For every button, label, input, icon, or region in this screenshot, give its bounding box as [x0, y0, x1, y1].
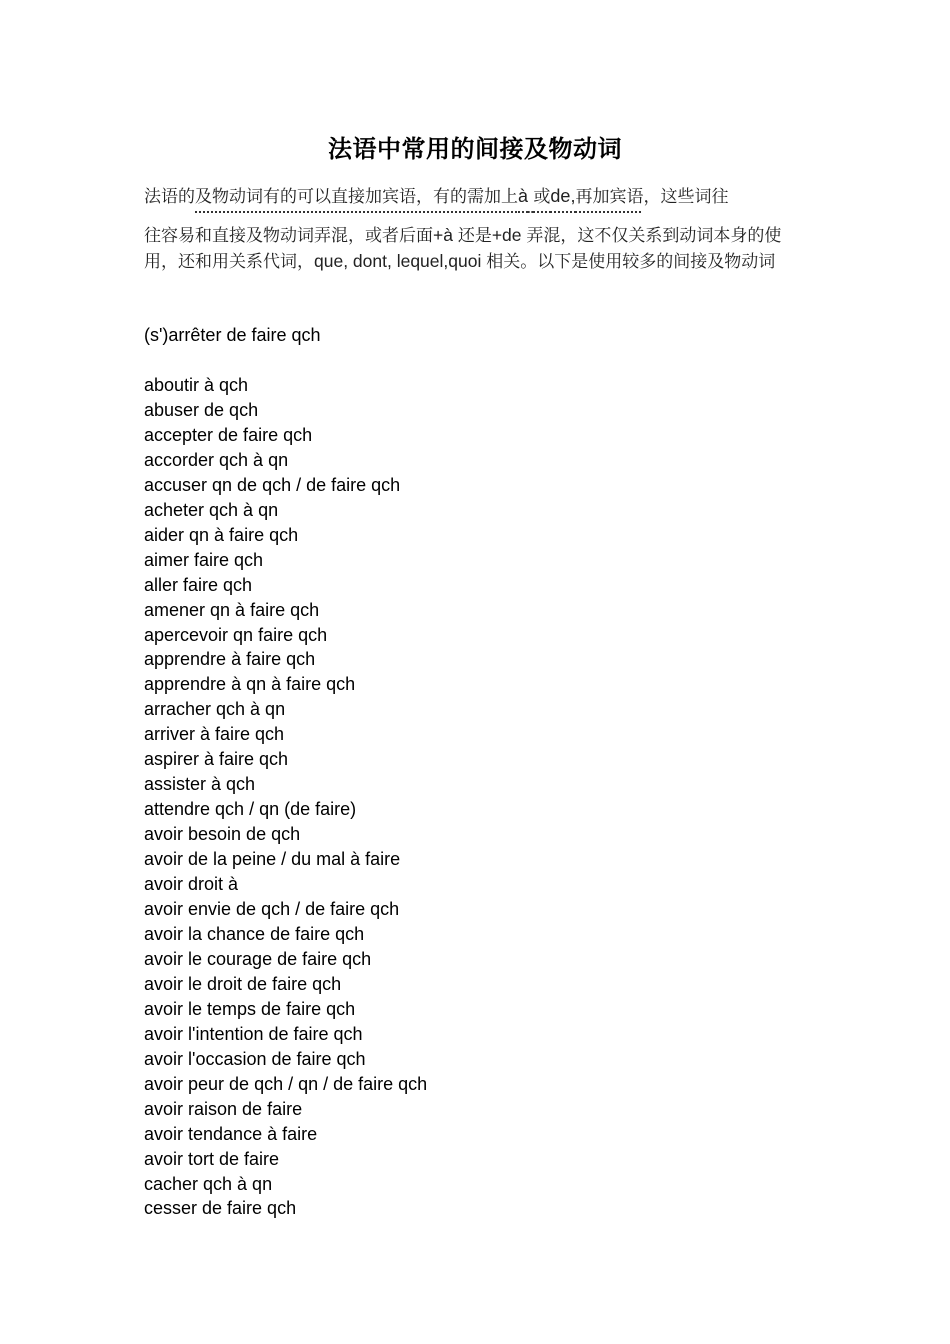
verb-entry: aboutir à qch — [144, 375, 249, 395]
intro-text: 或 — [533, 187, 551, 207]
verb-entry: avoir le droit de faire qch — [144, 973, 342, 994]
verb-entry: avoir envie de qch / de faire qch — [144, 899, 400, 920]
verb-entry: arriver à faire qch — [144, 724, 285, 745]
verb-entry: avoir tort de faire — [144, 1148, 280, 1169]
intro-text: 弄混，这不仅关系到动词本身的使用，还和用关系代词， — [144, 226, 782, 272]
intro-text: 再加宾语 — [575, 187, 644, 207]
intro-text: 法语的 — [144, 187, 195, 207]
verb-entry: cacher qch à qn — [144, 1173, 273, 1194]
verb-entry: abuser de qch — [144, 399, 259, 420]
verb-entry: avoir l'intention de faire qch — [144, 1023, 363, 1044]
verb-entry: avoir l'occasion de faire qch — [144, 1048, 366, 1069]
verb-entry: avoir le courage de faire qch — [144, 948, 372, 969]
intro-text: 及物动词有的可以直接加宾语，有的需加上 — [195, 187, 518, 207]
verb-entry: accuser qn de qch / de faire qch — [144, 474, 401, 495]
verb-entry: aimer faire qch — [144, 549, 264, 570]
verb-entry: accepter de faire qch — [144, 424, 313, 445]
document-title: 法语中常用的间接及物动词 — [328, 134, 622, 163]
intro-text: +de — [491, 225, 522, 245]
verb-entry: avoir la chance de faire qch — [144, 923, 365, 944]
intro-text: 往容易和直接及物动词弄混，或者后面 — [144, 226, 433, 246]
intro-text: ，这些词往 — [643, 187, 729, 207]
verb-entry: attendre qch / qn (de faire) — [144, 799, 357, 820]
verb-entry: avoir tendance à faire — [144, 1123, 318, 1144]
verb-entry: cesser de faire qch — [144, 1198, 297, 1219]
verb-entry: avoir raison de faire — [144, 1098, 303, 1119]
verb-entry: acheter qch à qn — [144, 499, 279, 520]
verb-entry: aller faire qch — [144, 574, 253, 595]
verb-entry: aspirer à faire qch — [144, 749, 289, 770]
verb-entry: avoir de la peine / du mal à faire — [144, 849, 401, 870]
verb-entry: accorder qch à qn — [144, 449, 289, 470]
intro-text: que, dont, lequel,quoi — [314, 251, 482, 271]
verb-entry: apprendre à faire qch — [144, 649, 316, 670]
verb-entry-first: (s')arrêter de faire qch — [144, 325, 321, 345]
intro-text: de, — [550, 186, 576, 206]
intro-first-line — [144, 183, 809, 210]
verb-entry: avoir peur de qch / qn / de faire qch — [144, 1073, 428, 1094]
intro-paragraph — [144, 223, 812, 275]
verb-entry: avoir droit à — [144, 874, 239, 895]
verb-entry: apprendre à qn à faire qch — [144, 674, 356, 695]
verb-entry: apercevoir qn faire qch — [144, 624, 328, 645]
verb-entry: aider qn à faire qch — [144, 524, 299, 545]
verb-entry: assister à qch — [144, 774, 256, 795]
verb-entry: amener qn à faire qch — [144, 599, 320, 620]
intro-text: 还是 — [457, 226, 492, 246]
verb-entry: arracher qch à qn — [144, 699, 286, 720]
intro-text: +à — [433, 225, 453, 245]
verb-entry: avoir besoin de qch — [144, 824, 301, 845]
intro-text: à — [518, 186, 529, 206]
verb-list — [144, 373, 427, 1221]
intro-text: 相关。以下是使用较多的间接及物动词 — [486, 252, 776, 272]
verb-entry: avoir le temps de faire qch — [144, 998, 356, 1019]
emphasized-text — [195, 187, 643, 207]
